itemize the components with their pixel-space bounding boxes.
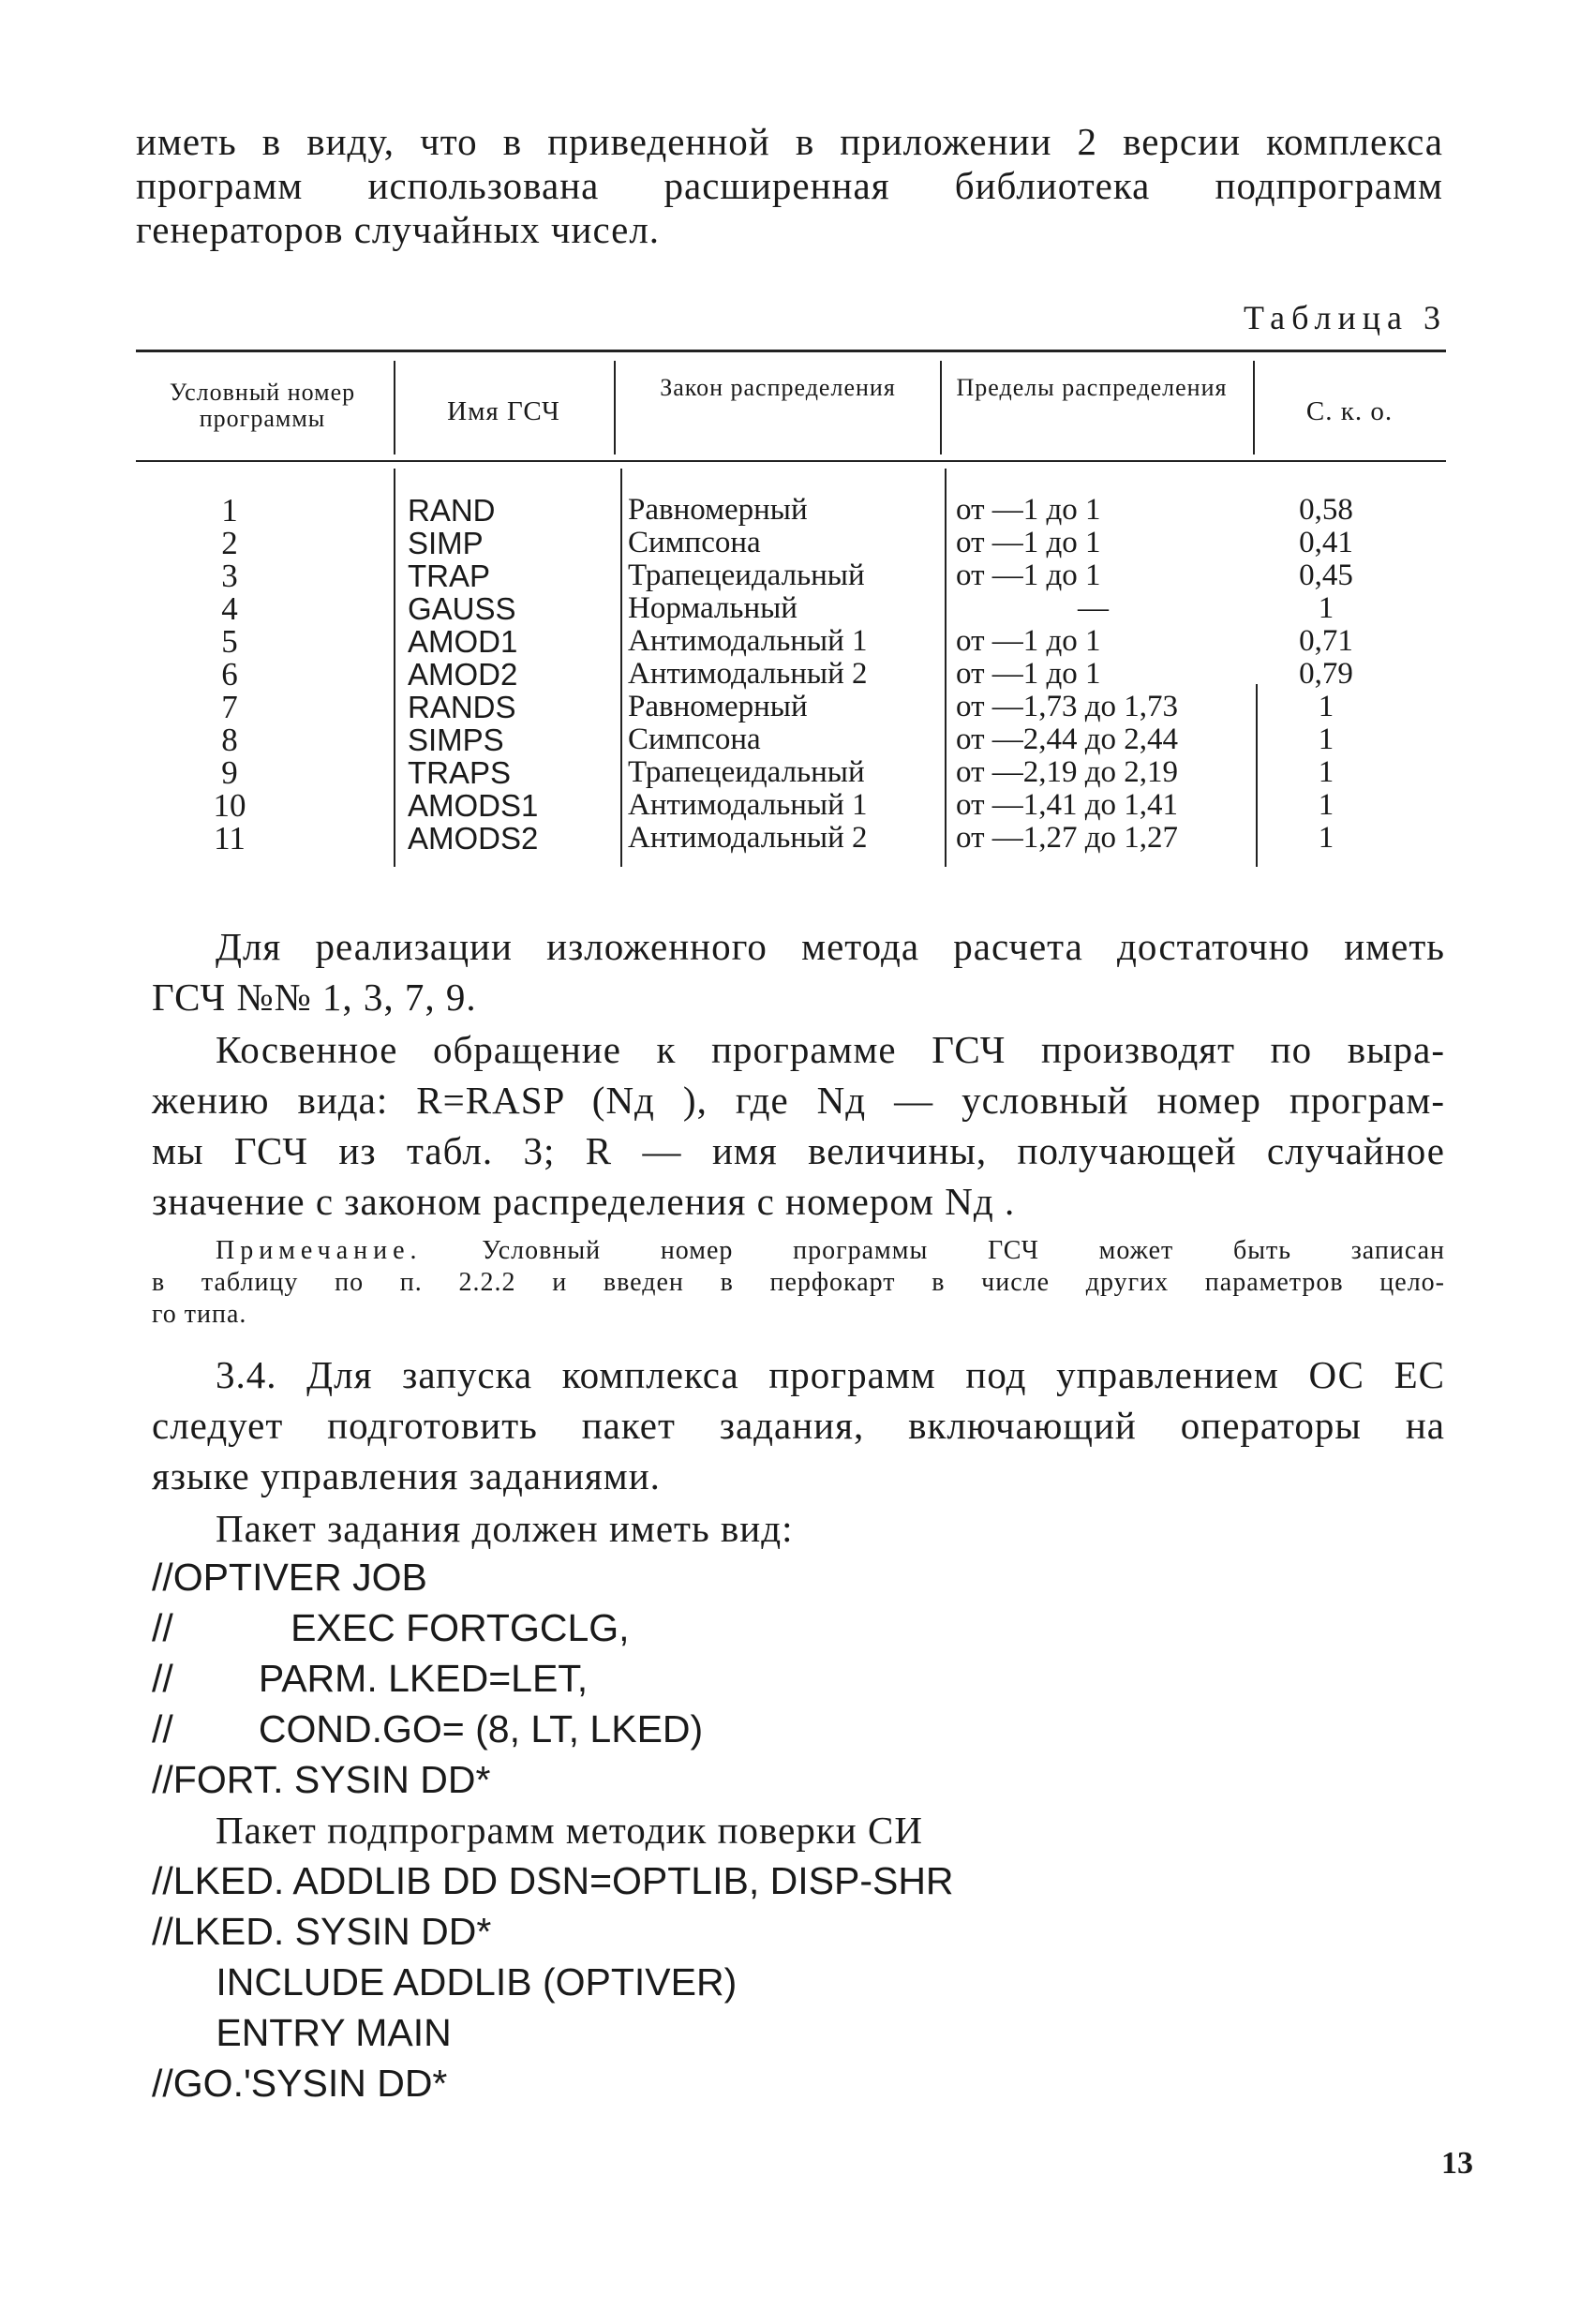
note-line: в таблицу по п. 2.2.2 и введен в перфокарт в числе других параметров цело- — [152, 1268, 1445, 1297]
table-cell: 0,45 — [1299, 559, 1353, 592]
intro-paragraph — [136, 120, 1443, 252]
column-limits — [956, 494, 1248, 855]
code-line: //LKED. SYSIN DD* — [152, 1910, 492, 1953]
table-cell: 9 — [221, 754, 238, 791]
body-divider — [1256, 684, 1258, 867]
code-line: //OPTIVER JOB — [152, 1556, 427, 1599]
table-cell: от —2,44 до 2,44 — [956, 723, 1179, 756]
table-cell: 1 — [1318, 591, 1334, 625]
body-divider — [620, 469, 622, 867]
table-cell: 7 — [221, 689, 238, 725]
table-cell: Равномерный — [628, 493, 808, 527]
table-cell: 0,41 — [1299, 526, 1353, 559]
column-law — [628, 494, 937, 855]
code-line: //LKED. ADDLIB DD DSN=OPTLIB, DISP-SHR — [152, 1859, 954, 1902]
table-cell: 1 — [1318, 755, 1334, 789]
table-cell: 0,58 — [1299, 493, 1353, 527]
table-cell: от —1 до 1 — [956, 559, 1101, 592]
table-cell: AMODS1 — [408, 788, 539, 823]
table-cell: AMOD2 — [408, 657, 518, 692]
table-cell: AMODS2 — [408, 821, 539, 856]
header-divider — [1253, 361, 1255, 454]
header-divider — [940, 361, 942, 454]
table-cell: 6 — [221, 656, 238, 693]
table-cell: Симпсона — [628, 526, 761, 559]
table-cell: Симпсона — [628, 723, 761, 756]
note-block — [152, 1235, 1445, 1331]
table-cell: 8 — [221, 722, 238, 758]
table-cell: от —1,73 до 1,73 — [956, 690, 1179, 723]
table-cell: от —1 до 1 — [956, 493, 1101, 527]
table-cell: SIMP — [408, 526, 484, 560]
column-sko — [1279, 494, 1373, 855]
table-cell: Нормальный — [628, 591, 798, 625]
table-cell: Антимодальный 1 — [628, 624, 868, 658]
code-line: //FORT. SYSIN DD* — [152, 1758, 491, 1801]
paragraph-rng-choice — [152, 921, 1445, 1022]
table-cell: 1 — [1318, 788, 1334, 822]
table-cell: 5 — [221, 623, 238, 660]
header-cell-law: Закон распределения — [660, 374, 896, 401]
paragraph-line: следует подготовить пакет задания, включающий операторы на — [152, 1404, 1445, 1447]
paragraph-line: значение с законом распределения с номером Nд . — [152, 1180, 1016, 1223]
paragraph-line: Косвенное обращение к программе ГСЧ производят по выра- — [216, 1028, 1445, 1071]
code-line: // EXEC FORTGCLG, — [152, 1606, 630, 1649]
table-cell: 0,79 — [1299, 657, 1353, 691]
header-cell-number: Условный номер программы — [169, 379, 356, 432]
table-cell: 1 — [1318, 690, 1334, 723]
paragraph-line: ГСЧ №№ 1, 3, 7, 9. — [152, 976, 477, 1019]
column-number — [183, 494, 276, 855]
intro-line: программ использована расширенная библиотека подпрограмм — [136, 164, 1443, 207]
paragraph-line: Для реализации изложенного метода расчета достаточно иметь — [216, 925, 1445, 968]
paragraph-line: жению вида: R=RASP (Nд ), где Nд — условный номер програм- — [152, 1079, 1445, 1122]
paragraph-line: мы ГСЧ из табл. 3; R — имя величины, получающей случайное — [152, 1129, 1445, 1172]
intro-line: генераторов случайных чисел. — [136, 208, 661, 251]
table-cell: от —2,19 до 2,19 — [956, 755, 1179, 789]
table-cell: Трапецеидальный — [628, 559, 865, 592]
table-cell: TRAP — [408, 559, 491, 593]
table-cell: 1 — [1318, 723, 1334, 756]
code-line: INCLUDE ADDLIB (OPTIVER) — [152, 1960, 738, 2004]
note-line — [152, 1235, 1445, 1267]
table-cell: RANDS — [408, 690, 516, 724]
code-line: //GO.'SYSIN DD* — [152, 2062, 448, 2105]
header-cell-limits: Пределы распределения — [956, 374, 1228, 401]
table-cell: от —1,41 до 1,41 — [956, 788, 1179, 822]
intro-line: иметь в виду, что в приведенной в приложении 2 версии комплекса — [136, 120, 1443, 163]
paragraph-indirect-call — [152, 1024, 1445, 1227]
header-divider — [614, 361, 616, 454]
table-cell: RAND — [408, 493, 496, 528]
paragraph-line: языке управления заданиями. — [152, 1454, 661, 1497]
job-control-listing — [152, 1503, 1445, 2108]
table-cell: Трапецеидальный — [628, 755, 865, 789]
table-cell: SIMPS — [408, 723, 504, 757]
table-header-rule — [136, 460, 1446, 462]
paragraph-line: 3.4. Для запуска комплекса программ под управлением ОС ЕС — [216, 1353, 1445, 1396]
table-cell: от —1 до 1 — [956, 624, 1101, 658]
table-cell: Антимодальный 2 — [628, 821, 868, 855]
table-caption: Таблица 3 — [1244, 299, 1447, 336]
table-cell: от —1 до 1 — [956, 657, 1101, 691]
code-line: Пакет подпрограмм методик поверки СИ — [216, 1809, 923, 1852]
body-divider — [394, 469, 395, 867]
note-label: Примечание. — [216, 1236, 423, 1265]
code-line: ENTRY MAIN — [152, 2011, 452, 2054]
header-cell-name: Имя ГСЧ — [447, 396, 560, 426]
code-line: // PARM. LKED=LET, — [152, 1657, 589, 1700]
table-cell: 0,71 — [1299, 624, 1353, 658]
body-divider — [945, 469, 947, 867]
table-cell: от —1,27 до 1,27 — [956, 821, 1179, 855]
table-cell: от —1 до 1 — [956, 526, 1101, 559]
table-cell: 4 — [221, 590, 238, 627]
table-cell: Равномерный — [628, 690, 808, 723]
table-cell: 10 — [213, 787, 246, 824]
code-line: // COND.GO= (8, LT, LKED) — [152, 1707, 704, 1750]
table-cell: AMOD1 — [408, 624, 518, 659]
header-cell-sko: С. к. о. — [1305, 396, 1394, 426]
table-cell: Антимодальный 2 — [628, 657, 868, 691]
header-divider — [394, 361, 395, 454]
table-cell: Антимодальный 1 — [628, 788, 868, 822]
table-cell: 1 — [221, 492, 238, 529]
table-cell: TRAPS — [408, 755, 512, 790]
table-cell: 1 — [1318, 821, 1334, 855]
note-line: го типа. — [152, 1300, 247, 1329]
table-cell: 3 — [221, 558, 238, 594]
column-name — [408, 494, 595, 855]
page-number: 13 — [1441, 2146, 1473, 2181]
table-cell: 2 — [221, 525, 238, 561]
table-cell: — — [1078, 591, 1109, 625]
paragraph-job-package — [152, 1349, 1445, 1501]
code-intro: Пакет задания должен иметь вид: — [216, 1507, 794, 1550]
table-top-rule — [136, 350, 1446, 352]
note-text: Условный номер программы ГСЧ может быть записан — [482, 1236, 1446, 1265]
table-cell: GAUSS — [408, 591, 516, 626]
table-cell: 11 — [214, 820, 246, 857]
